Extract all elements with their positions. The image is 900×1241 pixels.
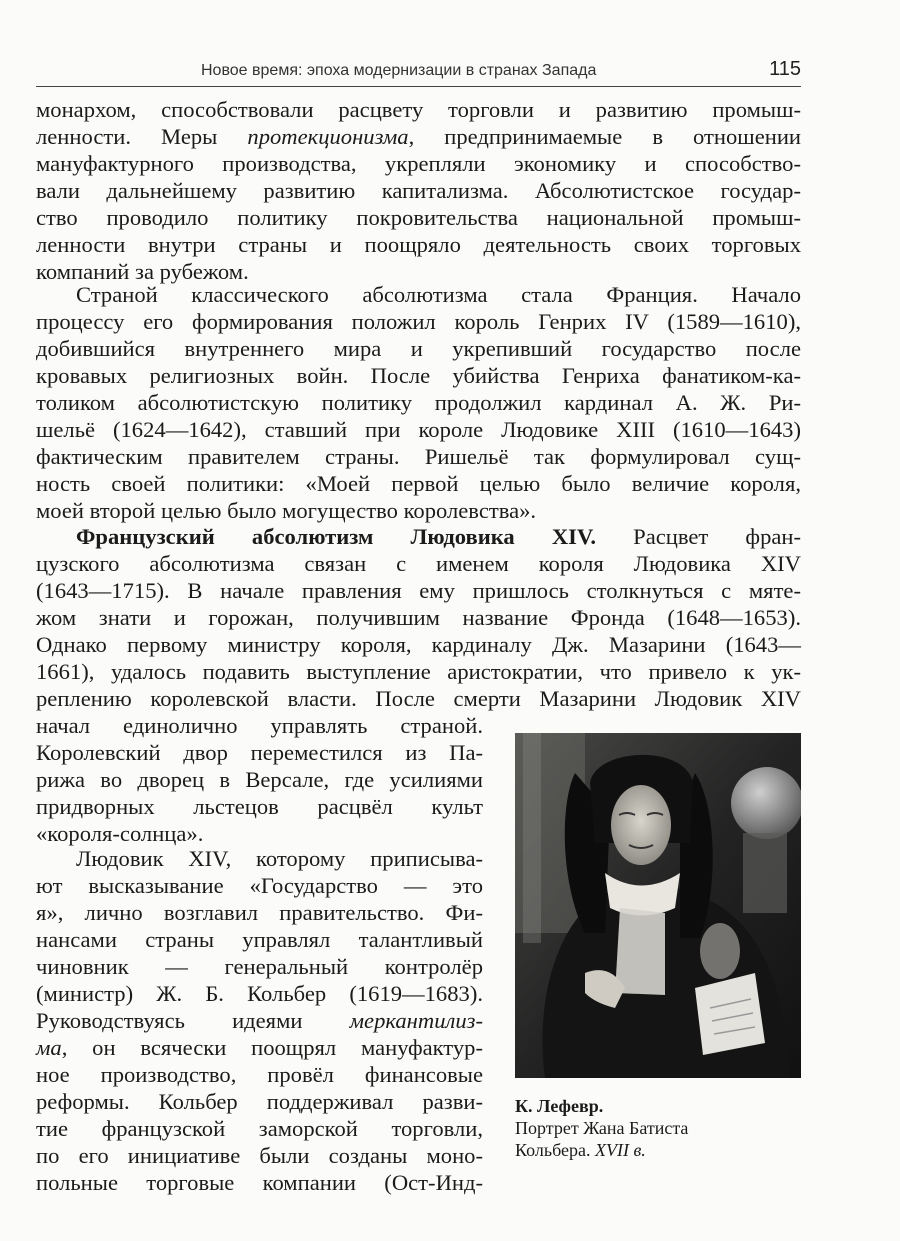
text-line: цузского абсолютизма связан с именем короля Людовика XIV [36, 551, 801, 576]
text-line: ленности. Меры протекционизма, предпринимаемые в отношении [36, 124, 801, 149]
text-line: ленности внутри страны и поощряло деятельность своих торговых [36, 232, 801, 257]
text-line: я», лично возглавил правительство. Фи- [36, 900, 483, 925]
text-line: процессу его формирования положил король Генрих IV (1589—1610), [36, 309, 801, 334]
text-line: ство проводило политику покровительства национальной промыш- [36, 205, 801, 230]
text-line: фактическим правителем страны. Ришельё так формулировал сущ- [36, 444, 801, 469]
text-line: Французский абсолютизм Людовика XIV. Расцвет фран- [76, 524, 802, 549]
text-line: мануфактурного производства, укрепляли экономику и способство- [36, 151, 801, 176]
caption-line: Портрет Жана Батиста [515, 1118, 689, 1138]
text-line: реформы. Кольбер поддерживал разви- [36, 1089, 483, 1114]
portrait-illustration [515, 733, 801, 1078]
text-line: Руководствуясь идеями меркантилиз- [36, 1008, 483, 1033]
page-number: 115 [769, 58, 801, 80]
text-line: вали дальнейшему развитию капитализма. Абсолютистское государ- [36, 178, 801, 203]
text-line: толиком абсолютистскую политику продолжил кардинал А. Ж. Ри- [36, 390, 801, 415]
text-line: рижа во дворец в Версале, где усилиями [36, 767, 483, 792]
text-line: тие французской заморской торговли, [36, 1116, 483, 1141]
text-line: чиновник — генеральный контролёр [36, 954, 483, 979]
text-line: придворных льстецов расцвёл культ [36, 794, 483, 819]
text-line: реплению королевской власти. После смерти Мазарини Людовик XIV [36, 686, 801, 711]
text-line: (министр) Ж. Б. Кольбер (1619—1683). [36, 981, 483, 1006]
text-line: 1661), удалось подавить выступление аристократии, что привело к ук- [36, 659, 801, 684]
term-mercantilism-end: ма [36, 1035, 62, 1060]
portrait-image [515, 733, 801, 1078]
text-line: жом знати и горожан, получившим название Фронда (1648—1653). [36, 605, 801, 630]
text-line: Людовик XIV, которому приписыва- [76, 846, 483, 871]
text-line: Страной классического абсолютизма стала Франция. Начало [76, 282, 801, 307]
text-line: моей второй целью было могущество королевства». [36, 498, 537, 523]
text-line: нансами страны управлял талантливый [36, 927, 483, 952]
caption-century: XVII в. [594, 1140, 646, 1160]
text-line: ное производство, провёл финансовые [36, 1062, 483, 1087]
text-line: добившийся внутреннего мира и укрепивший государство после [36, 336, 801, 361]
text-line: ма, он всячески поощрял мануфактур- [36, 1035, 483, 1060]
text-line: Королевский двор переместился из Па- [36, 740, 483, 765]
text-line: кровавых религиозных войн. После убийства Генриха фанатиком-ка- [36, 363, 801, 388]
text-line: «короля-солнца». [36, 821, 204, 846]
text-line: компаний за рубежом. [36, 259, 249, 284]
text-line: польные торговые компании (Ост-Инд- [36, 1170, 483, 1195]
text-line: ют высказывание «Государство — это [36, 873, 483, 898]
caption-line: Кольбера. XVII в. [515, 1140, 646, 1160]
running-header [36, 56, 801, 87]
text-line: начал единолично управлять страной. [36, 713, 483, 738]
term-mercantilism: меркантилиз- [349, 1008, 483, 1033]
text-line: ность своей политики: «Моей первой целью было величие короля, [36, 471, 801, 496]
section-heading: Французский абсолютизм Людовика XIV. [76, 524, 597, 549]
text-line: по его инициативе были созданы моно- [36, 1143, 483, 1168]
caption-author: К. Лефевр. [515, 1096, 604, 1116]
text-line: монархом, способствовали расцвету торговли и развитию промыш- [36, 97, 801, 122]
term-protectionism: протекционизма [247, 124, 409, 149]
running-header-title: Новое время: эпоха модернизации в странах Запада [201, 62, 597, 79]
text-line: Однако первому министру короля, кардиналу Дж. Мазарини (1643— [36, 632, 801, 657]
text-line: шельё (1624—1642), ставший при короле Людовике XIII (1610—1643) [36, 417, 801, 442]
text-line: (1643—1715). В начале правления ему пришлось столкнуться с мяте- [36, 578, 801, 603]
